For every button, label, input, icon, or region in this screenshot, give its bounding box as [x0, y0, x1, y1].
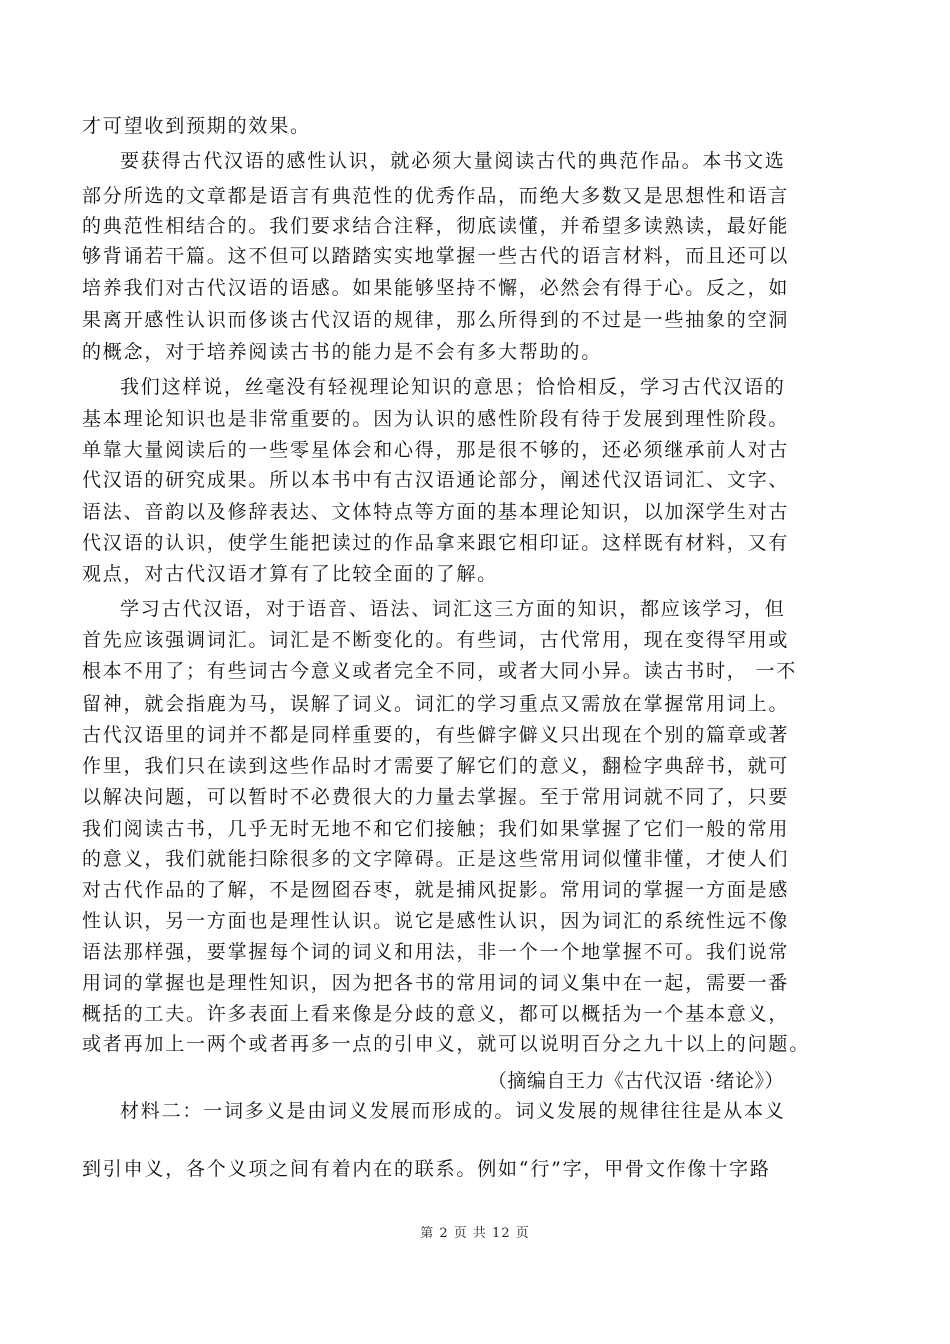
paragraph-line: 留神，就会指鹿为马，误解了词义。词汇的学习重点又需放在掌握常用词上。 — [82, 693, 790, 715]
paragraph-line: 语法那样强，要掌握每个词的词义和用法，非一个一个地掌握不可。我们说常 — [82, 941, 790, 963]
source-citation: （摘编自王力《古代汉语 ·绪论》） — [487, 1070, 784, 1092]
paragraph-line: 我们这样说，丝毫没有轻视理论知识的意思；恰恰相反，学习古代汉语的 — [120, 376, 786, 398]
paragraph-line: 代汉语的认识，使学生能把读过的作品拿来跟它相印证。这样既有材料，又有 — [82, 532, 790, 554]
paragraph-line: 对古代作品的了解，不是囫囵吞枣，就是捕风捉影。常用词的掌握一方面是感 — [82, 879, 790, 901]
paragraph-line: 语法、音韵以及修辞表达、文体特点等方面的基本理论知识，以加深学生对古 — [82, 501, 790, 523]
paragraph-line: 性认识，另一方面也是理性认识。说它是感性认识，因为词汇的系统性远不像 — [82, 910, 790, 932]
paragraph-line: 要获得古代汉语的感性认识，就必须大量阅读古代的典范作品。本书文选 — [120, 150, 786, 172]
material2-line: 到引申义，各个义项之间有着内在的联系。例如“行”字，甲骨文作像十字路 — [82, 1158, 771, 1180]
paragraph-line: 首先应该强调词汇。词汇是不断变化的。有些词，古代常用，现在变得罕用或 — [82, 629, 790, 651]
paragraph-line: 部分所选的文章都是语言有典范性的优秀作品，而绝大多数又是思想性和语言 — [82, 185, 790, 207]
paragraph-line: 以解决问题，可以暂时不必费很大的力量去掌握。至于常用词就不同了，只要 — [82, 786, 790, 808]
paragraph-line: 我们阅读古书，几乎无时无地不和它们接触；我们如果掌握了它们一般的常用 — [82, 818, 790, 840]
material2-line: 材料二：一词多义是由词义发展而形成的。词义发展的规律往往是从本义 — [120, 1100, 786, 1122]
page-number-footer: 第 2 页 共 12 页 — [420, 1226, 530, 1241]
paragraph-line: 果离开感性认识而侈谈古代汉语的规律，那么所得到的不过是一些抽象的空洞 — [82, 309, 790, 331]
paragraph-line: 才可望收到预期的效果。 — [82, 115, 311, 137]
paragraph-line: 单靠大量阅读后的一些零星体会和心得，那是很不够的，还必须继承前人对古 — [82, 439, 790, 461]
paragraph-line: 作里，我们只在读到这些作品时才需要了解它们的意义，翻检字典辞书，就可 — [82, 755, 790, 777]
paragraph-line: 的概念，对于培养阅读古书的能力是不会有多大帮助的。 — [82, 341, 603, 363]
paragraph-line: 根本不用了；有些词古今意义或者完全不同，或者大同小异。读古书时， 一不 — [82, 660, 798, 682]
paragraph-line: 够背诵若干篇。这不但可以踏踏实实地掌握一些古代的语言材料，而且还可以 — [82, 245, 790, 267]
paragraph-line: 的意义，我们就能扫除很多的文字障碍。正是这些常用词似懂非懂，才使人们 — [82, 848, 790, 870]
paragraph-line: 或者再加上一两个或者再多一点的引申义，就可以说明百分之九十以上的问题。 — [82, 1033, 811, 1055]
paragraph-line: 学习古代汉语，对于语音、语法、词汇这三方面的知识，都应该学习，但 — [120, 598, 786, 620]
paragraph-line: 的典范性相结合的。我们要求结合注释，彻底读懂，并希望多读熟读，最好能 — [82, 215, 790, 237]
paragraph-line: 概括的工夫。许多表面上看来像是分歧的意义，都可以概括为一个基本意义， — [82, 1003, 790, 1025]
paragraph-line: 培养我们对古代汉语的语感。如果能够坚持不懈，必然会有得于心。反之，如 — [82, 277, 790, 299]
paragraph-line: 基本理论知识也是非常重要的。因为认识的感性阶段有待于发展到理性阶段。 — [82, 408, 790, 430]
paragraph-line: 代汉语的研究成果。所以本书中有古汉语通论部分，阐述代汉语词汇、文字、 — [82, 469, 790, 491]
paragraph-line: 用词的掌握也是理性知识，因为把各书的常用词的词义集中在一起，需要一番 — [82, 972, 790, 994]
paragraph-line: 观点，对古代汉语才算有了比较全面的了解。 — [82, 563, 499, 585]
paragraph-line: 古代汉语里的词并不都是同样重要的，有些僻字僻义只出现在个别的篇章或著 — [82, 724, 790, 746]
